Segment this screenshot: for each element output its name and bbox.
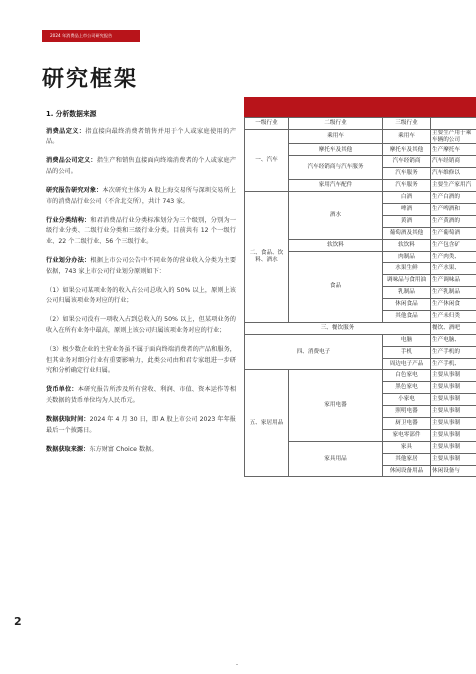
level1-cell: 一、汽车 — [245, 129, 289, 191]
desc-cell: 餐饮、酒吧 — [431, 322, 476, 334]
header-cell: 三级行业 — [383, 118, 431, 130]
level1-cell: 三、餐饮服务 — [245, 322, 431, 334]
level3-cell: 啤酒 — [383, 203, 431, 215]
paragraph: 研究报告研究对象：本次研究主体为 A 股上海交易所与深圳交易所上市的消费品行业公司（不含北交所），共计 743 家。 — [46, 186, 236, 205]
level3-cell: 水果生鲜 — [383, 263, 431, 275]
level3-cell: 黄酒 — [383, 215, 431, 227]
desc-cell: 主要生产家用汽 — [431, 180, 476, 192]
desc-cell: 生产肉类、 — [431, 251, 476, 263]
desc-cell: 生产白酒的 — [431, 192, 476, 204]
desc-cell: 主要从事制 — [431, 382, 476, 394]
level1-cell: 四、消费电子 — [245, 334, 383, 370]
desc-cell: 生产手机、 — [431, 358, 476, 370]
table-row — [245, 322, 476, 334]
level3-cell: 汽车服务 — [383, 180, 431, 192]
paragraph: 数据获取时间：2024 年 4 月 30 日，即 A 股上市公司 2023 年年报最后一个披露日。 — [46, 415, 236, 434]
desc-cell: 生产乳制品 — [431, 287, 476, 299]
level3-cell: 照明电器 — [383, 406, 431, 418]
desc-cell: 生产啤酒和 — [431, 203, 476, 215]
level3-cell: 其他家居 — [383, 453, 431, 465]
desc-cell: 生产水果、 — [431, 263, 476, 275]
desc-cell: 主要从事制 — [431, 370, 476, 382]
level3-cell: 厨卫电器 — [383, 417, 431, 429]
paragraph: 数据获取来源：东方财富 Choice 数据。 — [46, 445, 158, 453]
desc-cell: 生产电脑、 — [431, 334, 476, 346]
footer-mark — [236, 664, 238, 665]
level2-cell: 家具用品 — [289, 441, 383, 477]
desc-cell: 生产未归类 — [431, 310, 476, 322]
section-title: 1. 分析数据来源 — [46, 110, 97, 118]
level3-cell: 葡萄酒及其他 — [383, 227, 431, 239]
paragraph: （3）极少数企业的主营业务虽不属于面向终端消费者的产品和服务，但其业务对细分行业有重要影响力，此类公司由和君专家组进一步研究和分析确定行业归属。 — [46, 346, 236, 375]
header-cell — [431, 118, 476, 130]
paragraph: 消费品公司定义：指生产和销售直接面向终端消费者的个人或家庭产品的公司。 — [46, 157, 237, 175]
level3-cell: 手机 — [383, 346, 431, 358]
level3-cell: 其他食品 — [383, 310, 431, 322]
level3-cell: 白酒 — [383, 192, 431, 204]
paragraph: 消费品定义：指直接向最终消费者销售并用于个人或家庭使用的产品。 — [46, 127, 237, 146]
desc-cell: 休闲设备与 — [431, 465, 476, 477]
level3-cell: 家具 — [383, 441, 431, 453]
header-cell: 一级行业 — [245, 118, 289, 130]
level3-cell: 肉制品 — [383, 251, 431, 263]
industry-classification-table — [244, 97, 476, 477]
page-title: 研究框架 — [42, 67, 139, 92]
level3-cell: 摩托车及其他 — [383, 144, 431, 156]
desc-cell: 生产葡萄酒 — [431, 227, 476, 239]
table-row — [245, 370, 476, 382]
desc-cell: 生产调味品 — [431, 275, 476, 287]
level1-cell: 二、食品、饮料、酒水 — [245, 192, 289, 323]
level3-cell: 休闲食品 — [383, 299, 431, 311]
desc-cell: 生产包含矿 — [431, 239, 476, 251]
desc-cell: 生产摩托车 — [431, 144, 476, 156]
paragraph: 行业分类结构：和君消费品行业分类标准划分为三个级别，分别为一级行业分类、二级行业分类和三级行业分类。目前共有 12 个一级行业、22 个二级行业、56 个三级行业。 — [46, 216, 237, 245]
report-header-tag: 2024 年消费品上市公司研究报告 — [42, 30, 140, 42]
level2-cell: 家用汽车配件 — [289, 180, 383, 192]
level1-cell: 五、家居用品 — [245, 370, 289, 477]
level2-cell: 软饮料 — [289, 239, 383, 251]
level2-cell: 摩托车及其他 — [289, 144, 383, 156]
level2-cell: 家用电器 — [289, 370, 383, 441]
desc-cell: 生产黄酒的 — [431, 215, 476, 227]
level3-cell: 汽车服务 — [383, 168, 431, 180]
desc-cell: 主要从事制 — [431, 429, 476, 441]
paragraph: （1）如果公司某项业务的收入占公司总收入的 50% 以上，原则上该公司归属该项业务对应的行业； — [46, 286, 236, 305]
level3-cell: 软饮料 — [383, 239, 431, 251]
level3-cell: 电脑 — [383, 334, 431, 346]
header-cell: 二级行业 — [289, 118, 383, 130]
level3-cell: 乳制品 — [383, 287, 431, 299]
level3-cell: 乘用车 — [383, 129, 431, 144]
desc-cell: 汽车维修以 — [431, 168, 476, 180]
level3-cell: 白色家电 — [383, 370, 431, 382]
level3-cell: 黑色家电 — [383, 382, 431, 394]
desc-cell: 生产休闲食 — [431, 299, 476, 311]
level2-cell: 食品 — [289, 251, 383, 322]
desc-cell: 主要生产用于乘车辆的公司 — [431, 129, 476, 144]
desc-cell: 主要从事制 — [431, 453, 476, 465]
desc-cell: 主要从事制 — [431, 417, 476, 429]
level3-cell: 家电零部件 — [383, 429, 431, 441]
level2-cell: 乘用车 — [289, 129, 383, 144]
desc-cell: 生产手机的 — [431, 346, 476, 358]
table-row — [245, 334, 476, 346]
paragraph: （2）如果公司没有一项收入占到总收入的 50% 以上，但某项业务的收入在所有业务中最高，原则上该公司归属该项业务对应的行业； — [46, 316, 236, 334]
paragraph: 货币单位：本研究报告所涉及所有营收、利润、市值、资本运作等相关数据的货币单位均为人民币元。 — [46, 386, 237, 404]
page-number: 2 — [14, 615, 22, 628]
level2-cell: 酒水 — [289, 192, 383, 240]
level3-cell: 调味品与食用油 — [383, 275, 431, 287]
desc-cell: 主要从事制 — [431, 394, 476, 406]
paragraph: 行业划分办法：根据上市公司公告中不同业务的营业收入分类为主要依据，743 家上市公司行业划分原则如下： — [46, 256, 237, 275]
classification-grid — [244, 117, 476, 477]
level3-cell: 小家电 — [383, 394, 431, 406]
level2-cell: 汽车经销商与汽车服务 — [289, 156, 383, 180]
level3-cell: 汽车经销商 — [383, 156, 431, 168]
table-header-row — [245, 118, 476, 130]
table-title-band — [244, 97, 476, 117]
data-source-section — [46, 109, 236, 464]
level3-cell: 周边电子产品 — [383, 358, 431, 370]
desc-cell: 汽车经销商 — [431, 156, 476, 168]
table-row — [245, 192, 476, 204]
desc-cell: 主要从事制 — [431, 406, 476, 418]
desc-cell: 主要从事制 — [431, 441, 476, 453]
level3-cell: 休闲设备用品 — [383, 465, 431, 477]
